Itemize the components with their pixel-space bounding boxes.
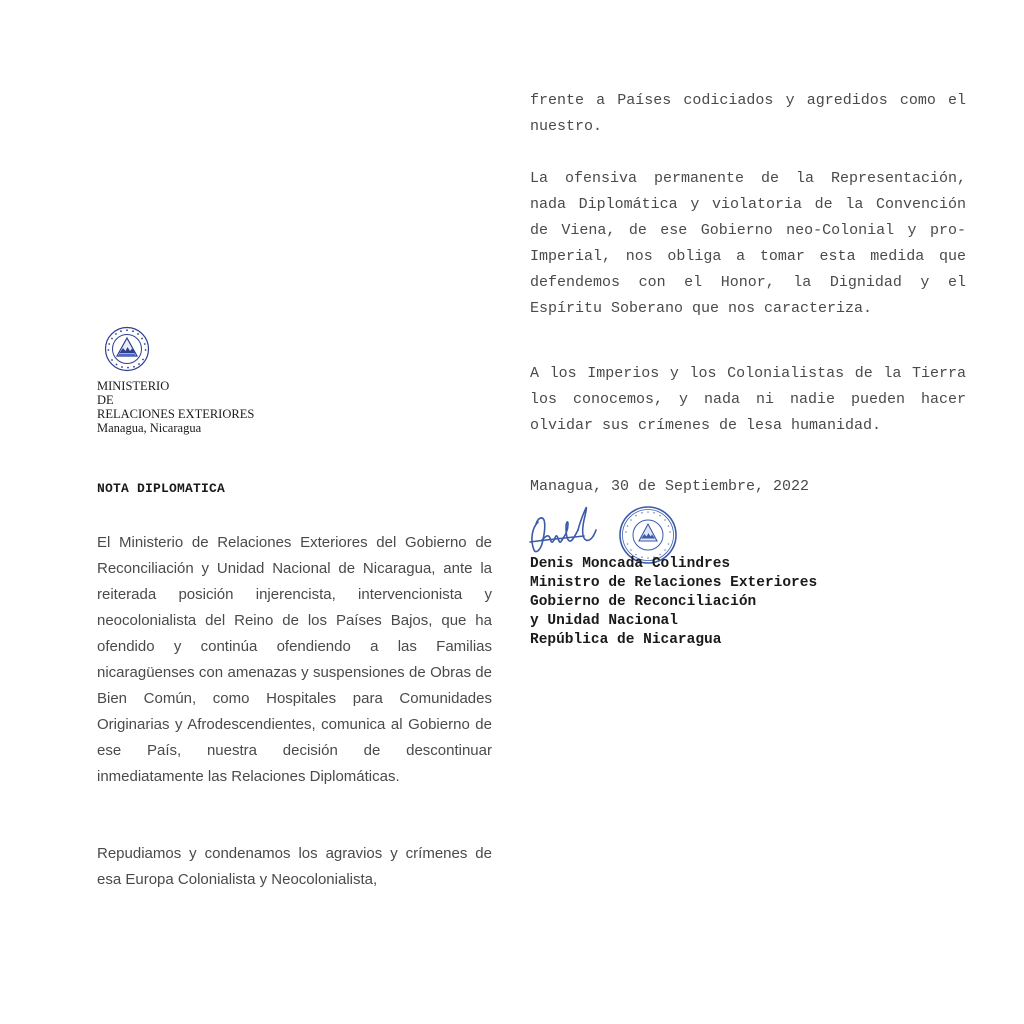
body-paragraph-5: A los Imperios y los Colonialistas de la Tierra los conocemos, y nada ni nadie pueden hacer olvidar sus crímenes de lesa humanidad. bbox=[530, 365, 966, 434]
signer-name: Denis Moncada Colindres bbox=[530, 556, 731, 572]
body-paragraph-4: La ofensiva permanente de la Representación, nada Diplomática y violatoria de la Convención de Viena, de ese Gobierno neo-Colonial y pro-Imperial, nos obliga a tomar esta medida que defendemos con el Honor, la Dignidad y el Espíritu Soberano que nos caracteriza. bbox=[530, 170, 966, 317]
body-paragraph-1: El Ministerio de Relaciones Exteriores del Gobierno de Reconciliación y Unidad Nacional de Nicaragua, ante la reiterada posición injerencista, intervencionista y neocolonialista del Reino de los Países Bajos, que ha ofendido y continúa ofendiendo a las Familias nicaragüenses con amenazas y suspensiones de Obras de Bien Común, como Hospitales para Comunidades Originarias y Afrodescendientes, comunica al Gobierno de ese País, nuestra decisión de descontinuar inmediatamente las Relaciones Diplomáticas. bbox=[97, 534, 492, 785]
signer-country: República de Nicaragua bbox=[530, 632, 722, 648]
handwritten-signature-icon bbox=[524, 500, 604, 558]
letterhead bbox=[97, 379, 254, 435]
signer-title: Ministro de Relaciones Exteriores bbox=[530, 575, 818, 591]
letterhead-location: Managua, Nicaragua bbox=[97, 421, 202, 435]
body-paragraph-2: Repudiamos y condenamos los agravios y crímenes de esa Europa Colonialista y Neocolonialista, bbox=[97, 845, 492, 888]
signer-block bbox=[530, 555, 817, 650]
signer-government-line-1: Gobierno de Reconciliación bbox=[530, 594, 757, 610]
signer-government-line-2: y Unidad Nacional bbox=[530, 613, 678, 629]
document-title: NOTA DIPLOMATICA bbox=[97, 481, 226, 496]
letterhead-department: RELACIONES EXTERIORES bbox=[97, 407, 255, 421]
letterhead-de: DE bbox=[97, 393, 114, 407]
document-date: Managua, 30 de Septiembre, 2022 bbox=[530, 478, 810, 495]
body-paragraph-3: frente a Países codiciados y agredidos como el nuestro. bbox=[530, 92, 966, 135]
nicaragua-coat-of-arms-icon bbox=[104, 326, 150, 372]
letterhead-ministry: MINISTERIO bbox=[97, 379, 170, 393]
